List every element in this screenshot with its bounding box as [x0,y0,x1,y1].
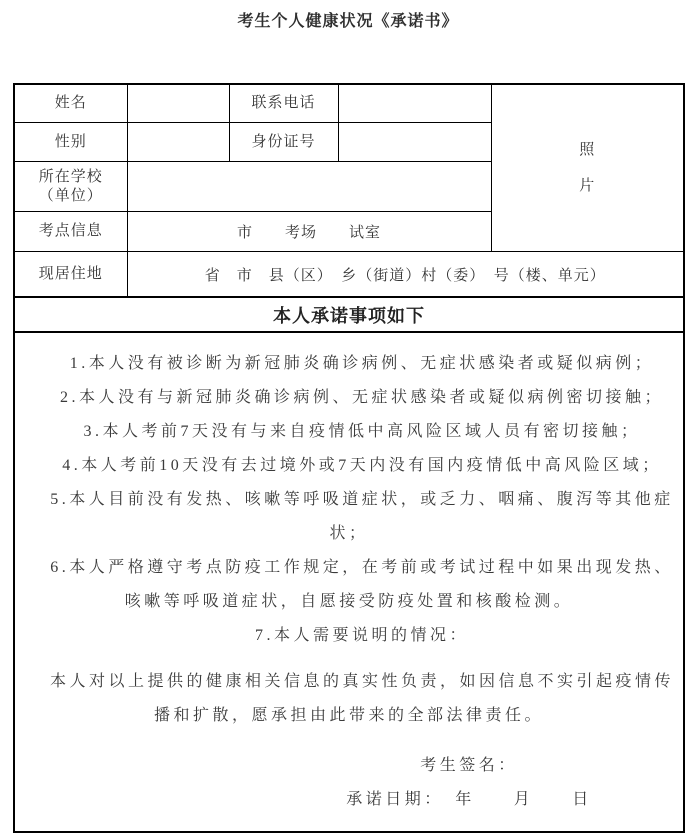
row-address [14,252,684,298]
exam-site-value-cell[interactable]: 市 考场 试室 [127,212,491,252]
exam-site-label: 考点信息 [14,212,127,252]
promise-header: 本人承诺事项如下 [14,297,684,332]
row-promise-header [14,297,684,332]
id-number-value-cell[interactable] [338,123,491,162]
declaration-paragraph: 本人对以上提供的健康相关信息的真实性负责，如因信息不实引起疫情传播和扩散，愿承担由此带来的全部法律责任。 [49,673,674,724]
signature-block [255,749,683,817]
commitment-item-4: 4.本人考前10天没有去过境外或7天内没有国内疫情低中高风险区域； [62,457,662,474]
address-label: 现居住地 [14,252,127,298]
address-value-cell[interactable]: 省 市 县（区） 乡（街道）村（委） 号（楼、单元） [127,252,684,298]
commitment-item-2: 2.本人没有与新冠肺炎确诊病例、无症状感染者或疑似病例密切接触； [59,389,664,406]
gender-value-cell[interactable] [127,123,229,162]
signature-label[interactable]: 考生签名： [420,757,518,774]
photo-box [491,84,684,252]
commitment-item-5: 5.本人目前没有发热、咳嗽等呼吸道症状，或乏力、咽痛、腹泻等其他症状； [50,491,674,542]
row-promise-content [14,332,684,832]
commitment-item-1: 1.本人没有被诊断为新冠肺炎确诊病例、无症状感染者或疑似病例； [69,355,655,372]
name-value-cell[interactable] [127,84,229,123]
name-label: 姓名 [14,84,127,123]
phone-label: 联系电话 [229,84,338,123]
school-label: 所在学校 （单位） [14,162,127,212]
health-commitment-form [13,83,685,833]
school-value-cell[interactable] [127,162,491,212]
photo-label-line2: 片 [579,178,596,194]
photo-label-line1: 照 [579,142,596,158]
promise-content [14,332,684,832]
row-name-phone [14,84,684,123]
commitment-item-3: 3.本人考前7天没有与来自疫情低中高风险区域人员有密切接触； [83,423,641,440]
commitment-item-6: 6.本人严格遵守考点防疫工作规定，在考前或考试过程中如果出现发热、咳嗽等呼吸道症状，自愿接受防疫处置和核酸检测。 [50,559,674,610]
page-title: 考生个人健康状况《承诺书》 [237,13,459,30]
gender-label: 性别 [14,123,127,162]
phone-value-cell[interactable] [338,84,491,123]
date-line[interactable]: 承诺日期： 年 月 日 [346,791,592,808]
commitment-item-7: 7.本人需要说明的情况： [254,627,469,644]
id-number-label: 身份证号 [229,123,338,162]
